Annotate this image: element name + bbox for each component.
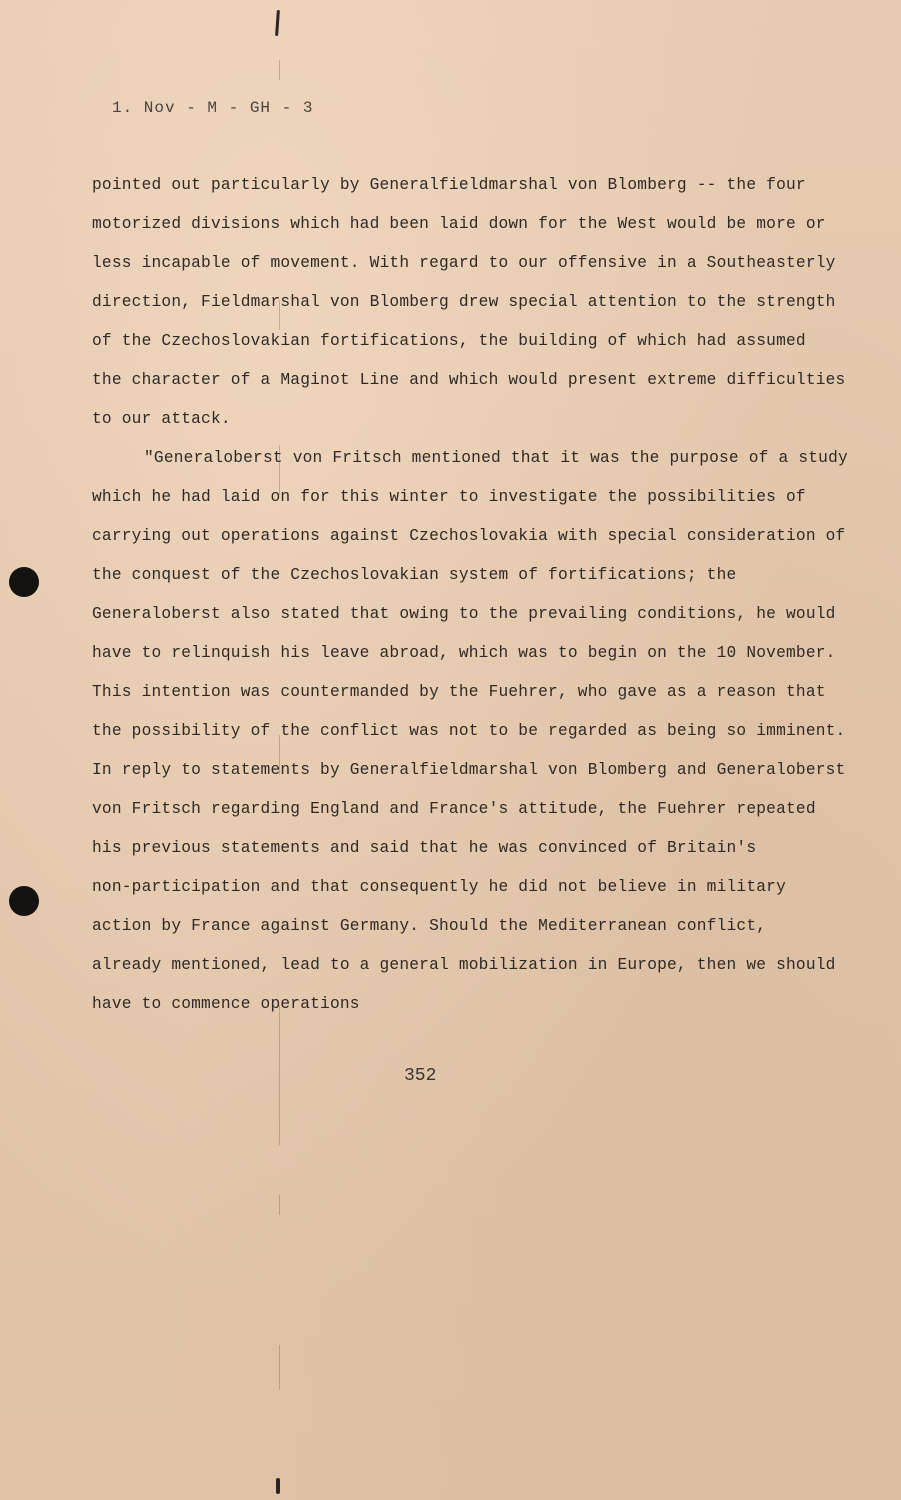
text-line: "Generaloberst von Fritsch mentioned that it was the purpose of a study (144, 449, 848, 467)
text-line: motorized divisions which had been laid down for the West would be more or (92, 215, 826, 233)
text-line: have to commence operations (92, 995, 360, 1013)
punch-hole (9, 886, 39, 916)
text-line: the possibility of the conflict was not to be regarded as being so imminent. (92, 722, 846, 740)
text-line: already mentioned, lead to a general mobilization in Europe, then we should (92, 956, 836, 974)
text-line: have to relinquish his leave abroad, which was to begin on the 10 November. (92, 644, 836, 662)
text-line: This intention was countermanded by the Fuehrer, who gave as a reason that (92, 683, 826, 701)
text-line: von Fritsch regarding England and France's attitude, the Fuehrer repeated (92, 800, 816, 818)
body-text (92, 170, 848, 1028)
text-line: Generaloberst also stated that owing to the prevailing conditions, he would (92, 605, 836, 623)
text-line: direction, Fieldmarshal von Blomberg drew special attention to the strength (92, 293, 836, 311)
text-line: which he had laid on for this winter to investigate the possibilities of (92, 488, 806, 506)
text-line: to our attack. (92, 410, 231, 428)
ink-mark-top (275, 10, 280, 36)
text-line: non-participation and that consequently he did not believe in military (92, 878, 786, 896)
text-line: less incapable of movement. With regard to our offensive in a Southeasterly (92, 254, 836, 272)
text-line: the conquest of the Czechoslovakian system of fortifications; the (92, 566, 737, 584)
text-line: action by France against Germany. Should the Mediterranean conflict, (92, 917, 767, 935)
text-line: carrying out operations against Czechoslovakia with special consideration of (92, 527, 846, 545)
fold-line (279, 1195, 280, 1215)
ink-mark-bottom (276, 1478, 280, 1494)
fold-line (279, 1345, 280, 1390)
document-reference: 1. Nov - M - GH - 3 (112, 99, 314, 117)
punch-hole (9, 567, 39, 597)
text-line: his previous statements and said that he was convinced of Britain's (92, 839, 757, 857)
text-line: the character of a Maginot Line and which would present extreme difficulties (92, 371, 846, 389)
fold-line (279, 60, 280, 80)
text-line: of the Czechoslovakian fortifications, the building of which had assumed (92, 332, 806, 350)
text-line: pointed out particularly by Generalfieldmarshal von Blomberg -- the four (92, 176, 806, 194)
text-line: In reply to statements by Generalfieldmarshal von Blomberg and Generaloberst (92, 761, 846, 779)
page-number: 352 (404, 1066, 437, 1086)
